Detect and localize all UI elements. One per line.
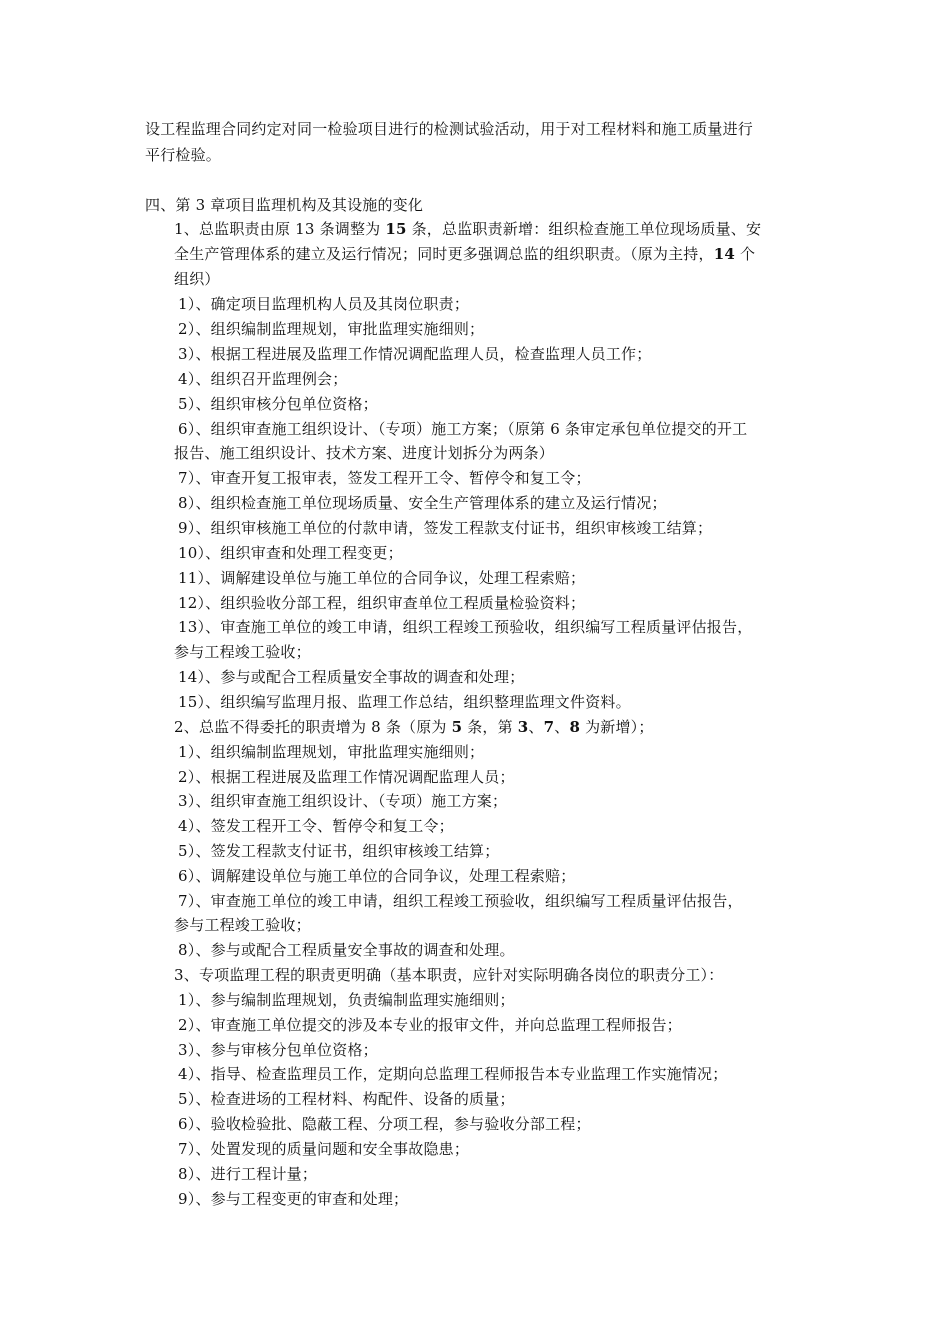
list-item: 4）、指导、检查监理员工作，定期向总监理工程师报告本专业监理工作实施情况； xyxy=(178,1065,728,1083)
list-item: 15）、组织编写监理月报、监理工作总结，组织整理监理文件资料。 xyxy=(178,693,631,711)
list-item: 6）、组织审查施工组织设计、（专项）施工方案；（原第 6 条审定承包单位提交的开工 xyxy=(178,420,748,438)
text-run: 、 xyxy=(554,718,570,736)
list-item: 10）、组织审查和处理工程变更； xyxy=(178,544,403,562)
list-item: 4）、组织召开监理例会； xyxy=(178,370,348,388)
list-item-continuation: 参与工程竣工验收； xyxy=(174,643,311,661)
list-item: 9）、组织审核施工单位的付款申请，签发工程款支付证书，组织审核竣工结算； xyxy=(178,519,713,537)
text-run: 个 xyxy=(735,245,756,263)
list-item: 6）、调解建设单位与施工单位的合同争议，处理工程索赔； xyxy=(178,867,576,885)
text-run: 、 xyxy=(528,718,544,736)
list-item: 1）、参与编制监理规划，负责编制监理实施细则； xyxy=(178,991,515,1009)
list-item: 7）、审查开复工报审表，签发工程开工令、暂停令和复工令； xyxy=(178,469,591,487)
list-item-continuation: 报告、施工组织设计、技术方案、进度计划拆分为两条） xyxy=(174,444,555,462)
list-item: 6）、验收检验批、隐蔽工程、分项工程，参与验收分部工程； xyxy=(178,1115,591,1133)
list-item: 2）、组织编制监理规划，审批监理实施细则； xyxy=(178,320,485,338)
text-run: 为新增）； xyxy=(580,718,654,736)
list-item: 12）、组织验收分部工程，组织审查单位工程质量检验资料； xyxy=(178,594,586,612)
text-run: 条，总监职责新增：组织检查施工单位现场质量、安 xyxy=(406,220,762,238)
section-heading: 四、第 3 章项目监理机构及其设施的变化 xyxy=(145,196,424,214)
part1-heading-line xyxy=(174,269,220,289)
list-item: 5）、签发工程款支付证书，组织审核竣工结算； xyxy=(178,842,500,860)
list-item: 14）、参与或配合工程质量安全事故的调查和处理； xyxy=(178,668,525,686)
bold-number: 3 xyxy=(517,718,529,736)
list-item: 5）、检查进场的工程材料、构配件、设备的质量； xyxy=(178,1090,515,1108)
list-item: 8）、组织检查施工单位现场质量、安全生产管理体系的建立及运行情况； xyxy=(178,494,667,512)
bold-number: 5 xyxy=(451,718,463,736)
list-item: 7）、处置发现的质量问题和安全事故隐患； xyxy=(178,1140,470,1158)
list-item: 3）、组织审查施工组织设计、（专项）施工方案； xyxy=(178,792,508,810)
list-item: 8）、进行工程计量； xyxy=(178,1165,318,1183)
list-item: 2）、审查施工单位提交的涉及本专业的报审文件，并向总监理工程师报告； xyxy=(178,1016,682,1034)
list-item: 5）、组织审核分包单位资格； xyxy=(178,395,378,413)
list-item: 1）、确定项目监理机构人员及其岗位职责； xyxy=(178,295,470,313)
bold-number: 14 xyxy=(713,245,735,263)
part1-heading-line xyxy=(174,219,761,239)
list-item: 1）、组织编制监理规划，审批监理实施细则； xyxy=(178,743,485,761)
part1-heading-line xyxy=(174,244,755,264)
bold-number: 7 xyxy=(543,718,555,736)
text-run: 组织） xyxy=(174,270,220,288)
intro-line: 设工程监理合同约定对同一检验项目进行的检测试验活动，用于对工程材料和施工质量进行 xyxy=(145,120,754,138)
list-item: 9）、参与工程变更的审查和处理； xyxy=(178,1190,409,1208)
text-run: 2、总监不得委托的职责增为 8 条（原为 xyxy=(174,718,452,736)
list-item-continuation: 参与工程竣工验收； xyxy=(174,916,311,934)
text-run: 条，第 xyxy=(462,718,518,736)
list-item: 8）、参与或配合工程质量安全事故的调查和处理。 xyxy=(178,941,515,959)
list-item: 2）、根据工程进展及监理工作情况调配监理人员； xyxy=(178,768,515,786)
list-item: 11）、调解建设单位与施工单位的合同争议，处理工程索赔； xyxy=(178,569,586,587)
list-item: 3）、根据工程进展及监理工作情况调配监理人员，检查监理人员工作； xyxy=(178,345,652,363)
part3-heading: 3、专项监理工程的职责更明确（基本职责，应针对实际明确各岗位的职责分工）： xyxy=(174,966,724,984)
bold-number: 15 xyxy=(385,220,407,238)
bold-number: 8 xyxy=(569,718,581,736)
intro-line: 平行检验。 xyxy=(145,146,222,164)
list-item: 4）、签发工程开工令、暂停令和复工令； xyxy=(178,817,454,835)
list-item: 3）、参与审核分包单位资格； xyxy=(178,1041,378,1059)
part2-heading xyxy=(174,717,654,737)
list-item: 7）、审查施工单位的竣工申请，组织工程竣工预验收，组织编写工程质量评估报告， xyxy=(178,892,743,910)
text-run: 1、总监职责由原 13 条调整为 xyxy=(174,220,386,238)
list-item: 13）、审查施工单位的竣工申请，组织工程竣工预验收，组织编写工程质量评估报告， xyxy=(178,618,753,636)
text-run: 全生产管理体系的建立及运行情况；同时更多强调总监的组织职责。（原为主持， xyxy=(174,245,714,263)
